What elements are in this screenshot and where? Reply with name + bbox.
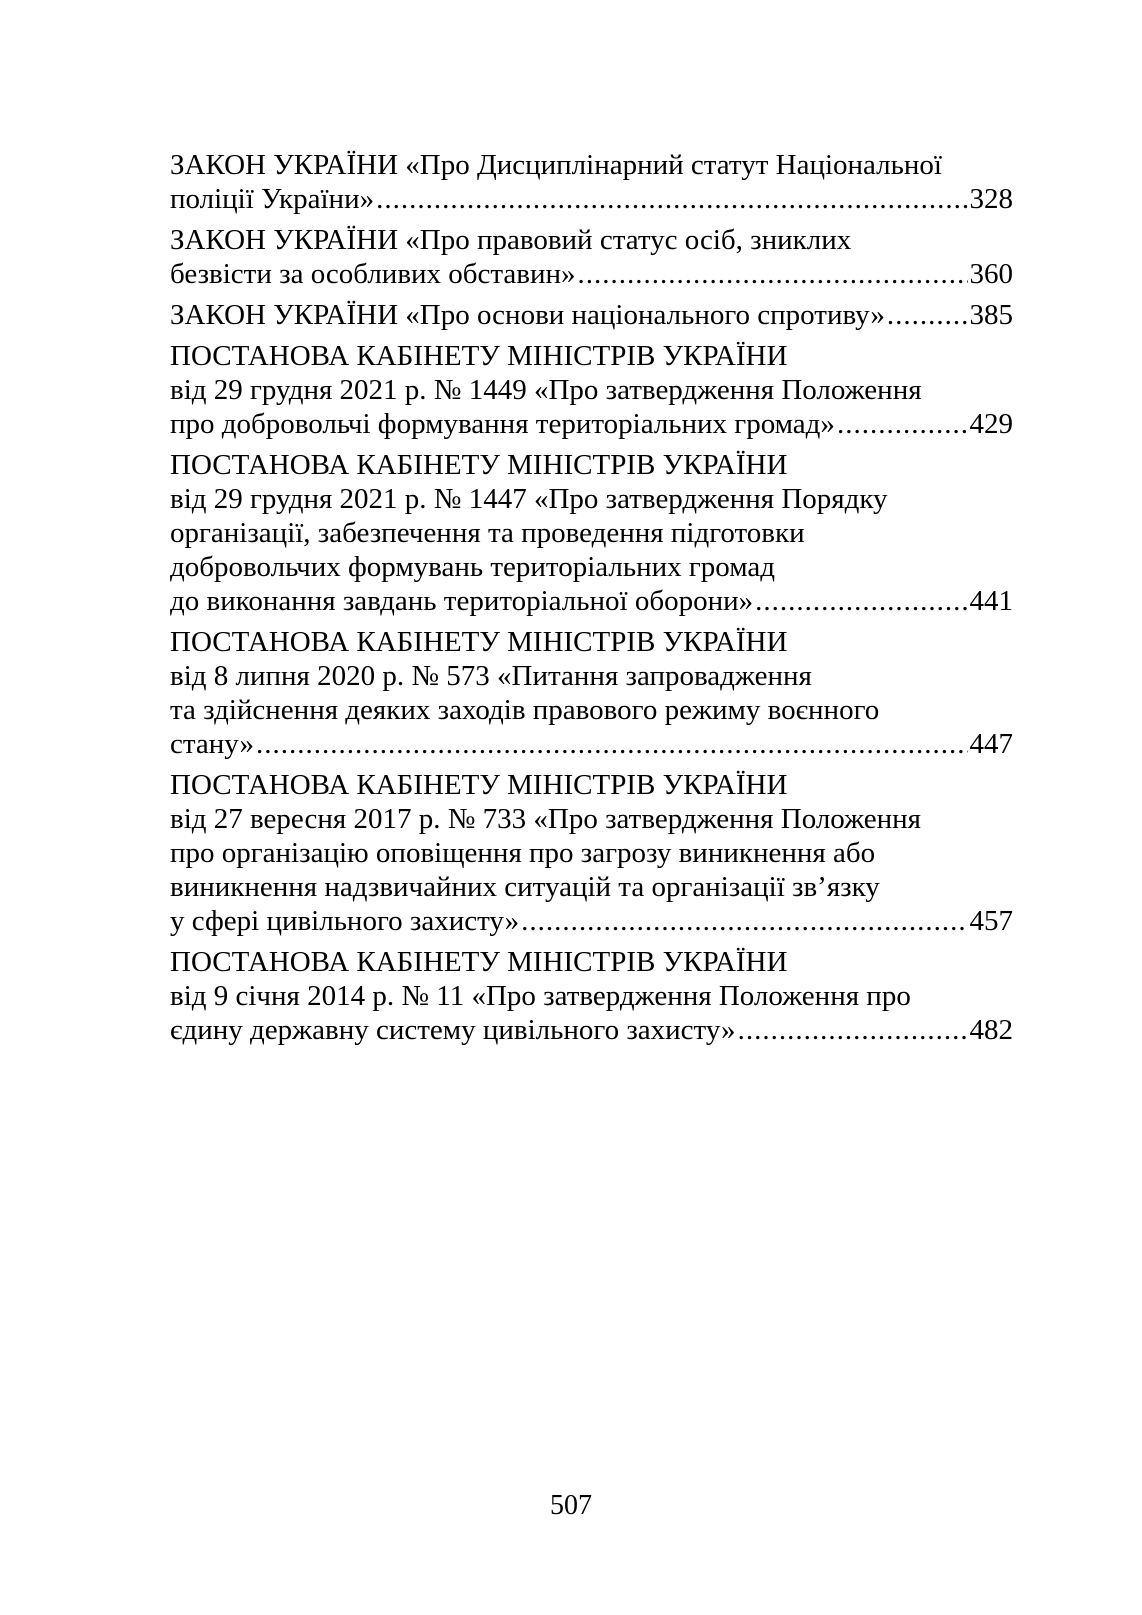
toc-entry-title-line: від 9 січня 2014 р. № 11 «Про затвердження Положення про [170, 980, 911, 1012]
toc-entry-title-line: до виконання завдань територіальної оборони» [170, 585, 754, 617]
toc-entry-title-line: ПОСТАНОВА КАБІНЕТУ МІНІСТРІВ УКРАЇНИ [170, 946, 788, 978]
toc-page-number: 447 [969, 728, 1013, 760]
dot-leader [738, 1013, 968, 1047]
toc-entry-title-line: безвісти за особливих обставин» [170, 258, 576, 290]
toc-entry-title-line: від 8 липня 2020 р. № 573 «Питання запровадження [170, 660, 812, 692]
toc-entry-title-line: ЗАКОН УКРАЇНИ «Про основи національного спротиву» [170, 299, 885, 331]
dot-leader [578, 257, 968, 291]
toc-entry-last-line [170, 904, 1013, 938]
toc-entry-last-line [170, 584, 1013, 618]
page-number: 507 [550, 1490, 592, 1521]
toc-page-number: 360 [969, 258, 1013, 290]
toc-entry-title-line: ПОСТАНОВА КАБІНЕТУ МІНІСТРІВ УКРАЇНИ [170, 769, 788, 801]
toc-entry-title-line: у сфері цивільного захисту» [170, 905, 520, 937]
toc-entry-title-line: про організацію оповіщення про загрозу виникнення або [170, 837, 876, 869]
toc-entry-title-line: та здійснення деяких заходів правового режиму воєнного [170, 694, 880, 726]
toc-entry[interactable] [170, 448, 1013, 618]
dot-leader [376, 182, 967, 216]
toc-entry-title-line: ЗАКОН УКРАЇНИ «Про Дисциплінарний статут Національної [170, 149, 942, 181]
toc-entry-title-line: поліції України» [170, 183, 375, 215]
toc-entry[interactable] [170, 148, 1013, 216]
toc-page-number: 441 [969, 585, 1013, 617]
dot-leader [887, 298, 968, 332]
toc-entry-title-line: ПОСТАНОВА КАБІНЕТУ МІНІСТРІВ УКРАЇНИ [170, 626, 788, 658]
toc-page-number: 482 [969, 1014, 1013, 1046]
toc-entry[interactable] [170, 625, 1013, 761]
toc-entry-title-line: про добровольчі формування територіальних громад» [170, 408, 835, 440]
toc-entry-last-line [170, 182, 1013, 216]
dot-leader [755, 584, 967, 618]
toc-entry[interactable] [170, 223, 1013, 291]
toc-entry[interactable] [170, 339, 1013, 441]
table-of-contents [170, 148, 1013, 1054]
toc-entry-last-line [170, 407, 1013, 441]
toc-entry-title-line: ПОСТАНОВА КАБІНЕТУ МІНІСТРІВ УКРАЇНИ [170, 449, 788, 481]
dot-leader [521, 904, 967, 938]
toc-entry-title-line: ЗАКОН УКРАЇНИ «Про правовий статус осіб, зниклих [170, 224, 852, 256]
toc-entry-title-line: добровольчих формувань територіальних громад [170, 551, 775, 583]
dot-leader [837, 407, 968, 441]
toc-entry-last-line [170, 298, 1013, 332]
toc-entry-title-line: стану» [170, 728, 255, 760]
toc-page-number: 328 [969, 183, 1013, 215]
toc-entry[interactable] [170, 945, 1013, 1047]
toc-entry-last-line [170, 257, 1013, 291]
dot-leader [256, 727, 967, 761]
toc-page-number: 429 [969, 408, 1013, 440]
toc-entry-last-line [170, 1013, 1013, 1047]
toc-page-number: 457 [969, 905, 1013, 937]
toc-entry-title-line: від 27 вересня 2017 р. № 733 «Про затвердження Положення [170, 803, 921, 835]
toc-entry-title-line: виникнення надзвичайних ситуацій та організації зв’язку [170, 871, 880, 903]
toc-entry-last-line [170, 727, 1013, 761]
toc-entry[interactable] [170, 768, 1013, 938]
toc-entry-title-line: від 29 грудня 2021 р. № 1447 «Про затвердження Порядку [170, 483, 888, 515]
toc-page-number: 385 [969, 299, 1013, 331]
toc-entry-title-line: від 29 грудня 2021 р. № 1449 «Про затвердження Положення [170, 374, 922, 406]
toc-entry-title-line: єдину державну систему цивільного захисту» [170, 1014, 736, 1046]
toc-entry[interactable] [170, 298, 1013, 332]
toc-entry-title-line: ПОСТАНОВА КАБІНЕТУ МІНІСТРІВ УКРАЇНИ [170, 340, 788, 372]
toc-entry-title-line: організації, забезпечення та проведення підготовки [170, 517, 805, 549]
